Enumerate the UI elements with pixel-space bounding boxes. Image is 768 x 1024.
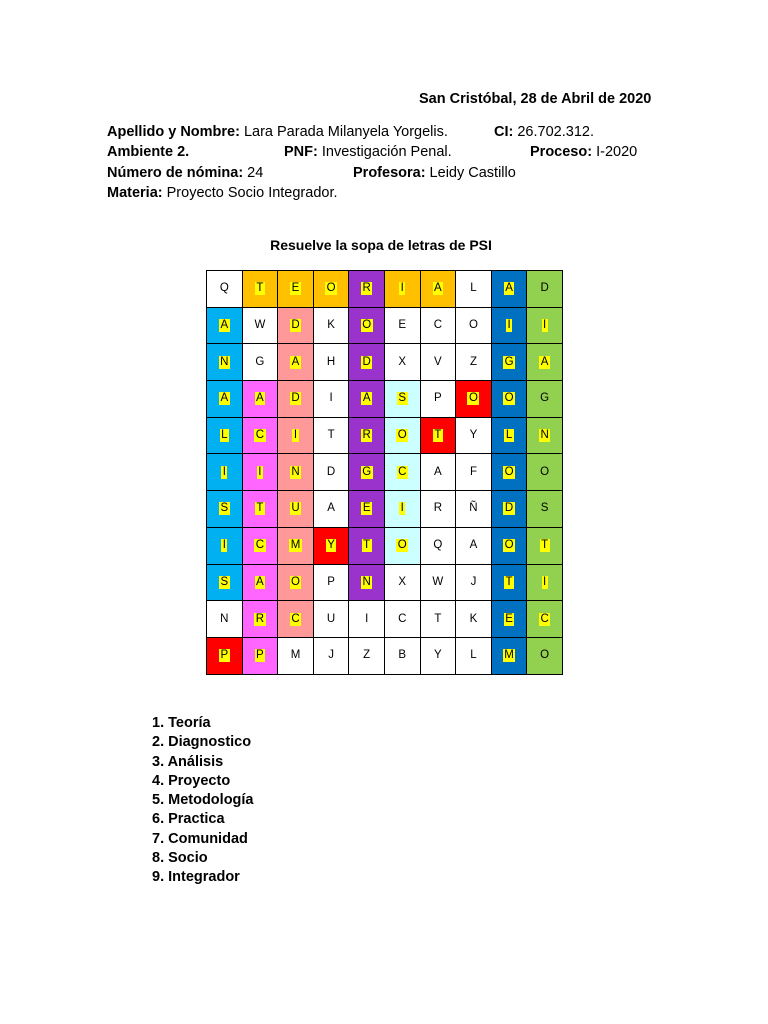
grid-letter: D <box>540 282 549 295</box>
grid-letter: A <box>220 319 229 332</box>
grid-cell <box>243 381 279 418</box>
grid-cell <box>527 344 563 381</box>
grid-cell <box>492 601 528 638</box>
grid-letter: N <box>220 612 229 625</box>
grid-cell <box>278 601 314 638</box>
grid-cell <box>385 565 421 602</box>
proceso-value: I-2020 <box>592 144 638 161</box>
grid-cell <box>278 344 314 381</box>
grid-cell <box>314 565 350 602</box>
grid-cell <box>278 454 314 491</box>
grid-letter: H <box>326 355 336 368</box>
grid-letter: O <box>504 539 514 552</box>
word-list-item: 3. Análisis <box>152 753 224 770</box>
grid-cell <box>349 454 385 491</box>
grid-letter: I <box>222 539 226 552</box>
grid-cell <box>243 491 279 528</box>
grid-letter: A <box>434 465 442 478</box>
grid-letter: A <box>291 355 300 368</box>
grid-cell <box>456 418 492 455</box>
grid-cell <box>492 344 528 381</box>
grid-letter: A <box>256 575 264 588</box>
grid-letter: O <box>291 575 300 588</box>
grid-cell <box>278 381 314 418</box>
grid-letter: B <box>398 649 407 662</box>
grid-letter: I <box>400 282 404 295</box>
grid-letter: D <box>326 465 336 478</box>
grid-cell <box>385 528 421 565</box>
grid-cell <box>243 454 279 491</box>
grid-cell <box>207 528 243 565</box>
grid-cell <box>207 491 243 528</box>
ci-value: 26.702.312. <box>513 124 594 140</box>
grid-letter: C <box>255 539 265 552</box>
grid-cell <box>456 271 492 308</box>
grid-letter: C <box>255 429 265 442</box>
grid-cell <box>527 565 563 602</box>
grid-cell <box>278 418 314 455</box>
grid-letter: Z <box>469 355 477 368</box>
profesora-label: Profesora: <box>353 164 426 181</box>
grid-letter: L <box>505 429 513 442</box>
grid-letter: K <box>469 612 478 625</box>
grid-letter: A <box>469 539 478 552</box>
grid-letter: U <box>326 612 336 625</box>
grid-cell <box>385 418 421 455</box>
nomina-value: 24 <box>243 164 264 181</box>
grid-letter: A <box>362 392 371 405</box>
grid-cell <box>492 418 528 455</box>
grid-letter: N <box>220 355 229 368</box>
grid-letter: C <box>540 612 549 625</box>
grid-cell <box>492 454 528 491</box>
grid-letter: N <box>540 429 549 442</box>
materia-label: Materia: <box>107 184 163 201</box>
grid-cell <box>456 565 492 602</box>
grid-letter: S <box>398 392 407 405</box>
grid-letter: G <box>504 355 514 368</box>
grid-cell <box>278 271 314 308</box>
grid-letter: E <box>505 612 513 625</box>
grid-cell <box>421 308 457 345</box>
ci-label: CI: <box>494 124 514 140</box>
grid-cell <box>349 638 385 675</box>
grid-cell <box>527 638 563 675</box>
grid-cell <box>207 454 243 491</box>
grid-cell <box>456 601 492 638</box>
grid-letter: X <box>398 355 407 368</box>
grid-cell <box>243 344 279 381</box>
grid-cell <box>314 308 350 345</box>
grid-cell <box>243 638 279 675</box>
grid-letter: P <box>434 392 442 405</box>
grid-cell <box>207 418 243 455</box>
grid-letter: U <box>291 502 300 515</box>
grid-cell <box>278 638 314 675</box>
grid-letter: Q <box>433 539 443 552</box>
grid-letter: T <box>541 539 549 552</box>
grid-cell <box>421 271 457 308</box>
grid-letter: E <box>291 282 300 295</box>
grid-cell <box>278 491 314 528</box>
grid-letter: A <box>505 282 513 295</box>
grid-letter: D <box>504 502 514 515</box>
grid-cell <box>349 308 385 345</box>
grid-cell <box>207 308 243 345</box>
grid-letter: O <box>540 465 550 478</box>
grid-cell <box>385 601 421 638</box>
grid-cell <box>243 308 279 345</box>
grid-cell <box>349 528 385 565</box>
grid-letter: L <box>470 649 477 662</box>
grid-cell <box>492 381 528 418</box>
grid-cell <box>207 601 243 638</box>
grid-cell <box>527 491 563 528</box>
grid-letter: A <box>327 502 335 515</box>
grid-letter: P <box>256 649 264 662</box>
grid-cell <box>349 565 385 602</box>
grid-cell <box>385 491 421 528</box>
grid-cell <box>349 271 385 308</box>
grid-cell <box>421 491 457 528</box>
grid-cell <box>421 565 457 602</box>
puzzle-title <box>0 237 768 253</box>
grid-letter: I <box>365 612 369 625</box>
grid-cell <box>349 491 385 528</box>
grid-cell <box>421 454 457 491</box>
grid-letter: I <box>293 429 298 442</box>
grid-letter: T <box>434 429 442 442</box>
grid-cell <box>527 454 563 491</box>
grid-letter: I <box>543 319 547 332</box>
grid-cell <box>278 528 314 565</box>
grid-letter: N <box>362 575 371 588</box>
grid-letter: D <box>291 319 300 332</box>
grid-letter: R <box>362 282 371 295</box>
grid-cell <box>207 381 243 418</box>
grid-letter: F <box>469 465 477 478</box>
word-list-item: 7. Comunidad <box>152 830 248 847</box>
word-list <box>152 714 254 888</box>
grid-cell <box>314 528 350 565</box>
grid-letter: V <box>434 355 442 368</box>
grid-letter: I <box>329 392 333 405</box>
grid-letter: G <box>362 465 372 478</box>
grid-letter: A <box>434 282 442 295</box>
grid-letter: L <box>470 282 477 295</box>
word-list-item: 4. Proyecto <box>152 772 231 789</box>
grid-letter: I <box>543 575 547 588</box>
grid-letter: E <box>362 502 371 515</box>
grid-letter: R <box>362 429 371 442</box>
grid-letter: O <box>504 392 514 405</box>
grid-letter: C <box>398 612 407 625</box>
grid-cell <box>314 491 350 528</box>
grid-letter: R <box>433 502 443 515</box>
grid-cell <box>314 271 350 308</box>
grid-letter: A <box>256 392 264 405</box>
word-list-item: 6. Practica <box>152 811 225 828</box>
grid-letter: M <box>290 539 301 552</box>
materia-value: Proyecto Socio Integrador. <box>162 184 338 201</box>
grid-letter: J <box>328 649 334 662</box>
grid-letter: A <box>220 392 229 405</box>
grid-letter: G <box>540 392 550 405</box>
grid-cell <box>421 418 457 455</box>
grid-letter: E <box>398 319 407 332</box>
grid-letter: R <box>255 612 265 625</box>
grid-cell <box>456 308 492 345</box>
grid-cell <box>314 381 350 418</box>
grid-cell <box>349 601 385 638</box>
grid-cell <box>421 344 457 381</box>
grid-cell <box>456 638 492 675</box>
grid-cell <box>492 491 528 528</box>
grid-cell <box>243 528 279 565</box>
grid-letter: K <box>327 319 335 332</box>
grid-cell <box>243 271 279 308</box>
grid-letter: O <box>468 319 478 332</box>
grid-letter: C <box>291 612 300 625</box>
grid-cell <box>314 418 350 455</box>
grid-cell <box>243 418 279 455</box>
grid-letter: A <box>540 355 549 368</box>
nomina-label: Número de nómina: <box>107 164 244 181</box>
grid-cell <box>207 271 243 308</box>
grid-cell <box>314 601 350 638</box>
grid-letter: O <box>362 319 372 332</box>
grid-cell <box>207 638 243 675</box>
grid-letter: O <box>397 429 407 442</box>
grid-cell <box>349 418 385 455</box>
grid-letter: C <box>398 465 407 478</box>
name-label: Apellido y Nombre: <box>107 124 240 140</box>
grid-letter: P <box>327 575 335 588</box>
grid-letter: Ñ <box>469 502 478 515</box>
grid-cell <box>456 381 492 418</box>
grid-cell <box>349 344 385 381</box>
grid-letter: O <box>540 649 550 662</box>
grid-cell <box>527 601 563 638</box>
ambiente-label: Ambiente 2. <box>107 144 190 161</box>
grid-cell <box>492 528 528 565</box>
grid-letter: D <box>362 355 371 368</box>
grid-letter: J <box>470 575 477 588</box>
word-list-item: 1. Teoría <box>152 715 211 731</box>
grid-cell <box>385 381 421 418</box>
grid-letter: I <box>400 502 404 515</box>
grid-cell <box>385 308 421 345</box>
word-list-item: 8. Socio <box>152 850 208 867</box>
grid-cell <box>456 454 492 491</box>
grid-cell <box>278 565 314 602</box>
grid-cell <box>243 565 279 602</box>
grid-cell <box>421 638 457 675</box>
grid-letter: S <box>220 575 229 588</box>
grid-cell <box>421 528 457 565</box>
grid-letter: O <box>468 392 478 405</box>
grid-letter: G <box>255 355 265 368</box>
grid-cell <box>421 601 457 638</box>
grid-letter: W <box>432 575 444 588</box>
grid-letter: I <box>507 319 511 332</box>
grid-letter: O <box>504 465 514 478</box>
grid-cell <box>207 344 243 381</box>
grid-letter: Y <box>469 429 478 442</box>
grid-letter: T <box>363 539 371 552</box>
grid-cell <box>278 308 314 345</box>
grid-letter: N <box>291 465 300 478</box>
grid-cell <box>527 418 563 455</box>
grid-cell <box>456 491 492 528</box>
grid-cell <box>456 344 492 381</box>
grid-cell <box>243 601 279 638</box>
grid-letter: Y <box>434 649 442 662</box>
grid-letter: C <box>433 319 443 332</box>
document-date: San Cristóbal, 28 de Abril de 2020 <box>419 91 652 107</box>
word-list-item: 5. Metodología <box>152 792 254 809</box>
grid-letter: I <box>222 465 226 478</box>
proceso-label: Proceso: <box>530 144 593 161</box>
grid-cell <box>492 271 528 308</box>
grid-cell <box>492 565 528 602</box>
grid-letter: S <box>220 502 229 515</box>
grid-cell <box>492 638 528 675</box>
grid-cell <box>527 528 563 565</box>
grid-cell <box>421 381 457 418</box>
grid-cell <box>527 271 563 308</box>
grid-cell <box>385 454 421 491</box>
grid-cell <box>349 381 385 418</box>
puzzle-title-text: Resuelve la sopa de letras de PSI <box>270 237 492 253</box>
profesora-value: Leidy Castillo <box>425 164 516 181</box>
grid-cell <box>527 381 563 418</box>
grid-cell <box>314 454 350 491</box>
grid-letter: W <box>254 319 266 332</box>
grid-letter: T <box>256 282 264 295</box>
word-search-grid <box>206 270 563 675</box>
grid-letter: T <box>256 502 264 515</box>
grid-letter: T <box>434 612 442 625</box>
grid-letter: D <box>291 392 300 405</box>
pnf-label: PNF: <box>284 144 318 161</box>
word-list-item: 9. Integrador <box>152 869 240 886</box>
grid-letter: L <box>221 429 228 442</box>
grid-letter: Y <box>327 539 335 552</box>
grid-letter: T <box>505 575 513 588</box>
grid-letter: M <box>290 649 301 662</box>
grid-cell <box>385 638 421 675</box>
grid-letter: S <box>540 502 549 515</box>
grid-cell <box>314 638 350 675</box>
pnf-value: Investigación Penal. <box>317 144 452 161</box>
grid-cell <box>314 344 350 381</box>
grid-letter: O <box>326 282 336 295</box>
grid-letter: M <box>504 649 514 662</box>
grid-cell <box>385 344 421 381</box>
grid-cell <box>492 308 528 345</box>
word-list-item: 2. Diagnostico <box>152 734 252 751</box>
name-value: Lara Parada Milanyela Yorgelis. <box>239 124 448 140</box>
grid-letter: T <box>327 429 335 442</box>
grid-cell <box>456 528 492 565</box>
grid-letter: I <box>258 465 262 478</box>
grid-cell <box>207 565 243 602</box>
grid-letter: P <box>220 649 229 662</box>
grid-letter: Z <box>363 649 371 662</box>
grid-cell <box>385 271 421 308</box>
grid-letter: X <box>398 575 407 588</box>
grid-letter: O <box>397 539 407 552</box>
grid-cell <box>527 308 563 345</box>
grid-letter: Q <box>219 282 229 295</box>
